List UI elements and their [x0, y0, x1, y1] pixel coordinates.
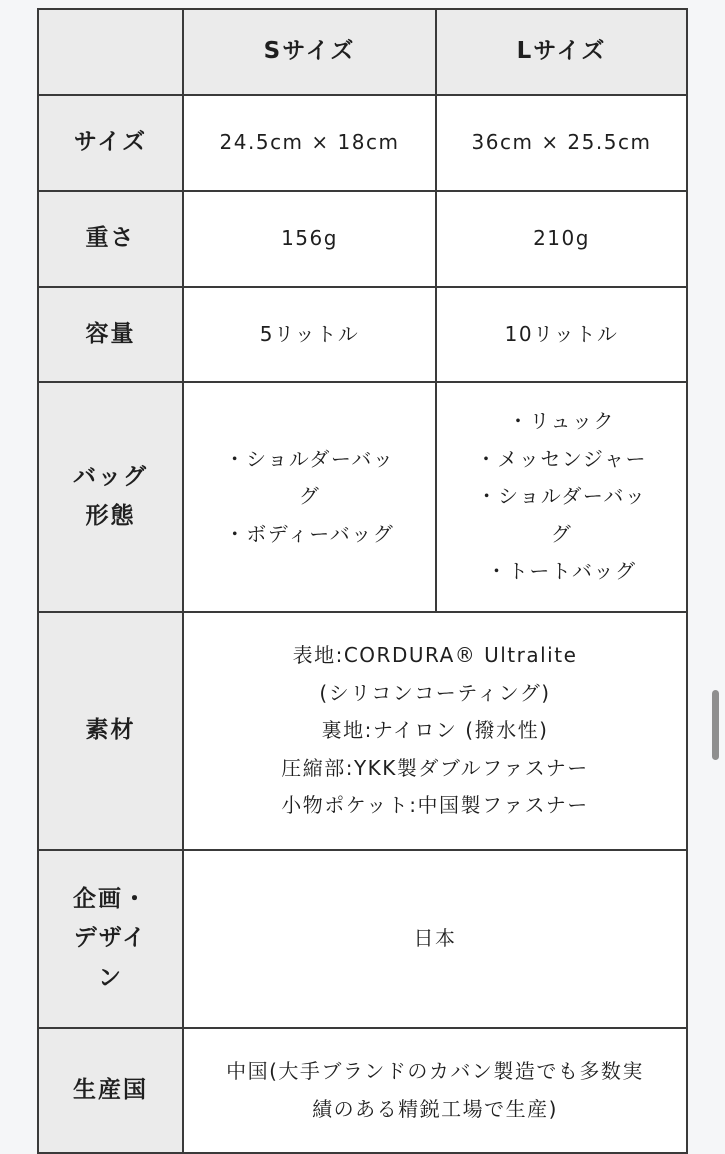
list-item: ・ショルダーバッグ	[224, 446, 395, 509]
list-item: ・ショルダーバッグ	[476, 484, 647, 546]
cell-size-s: 24.5cm × 18cm	[183, 95, 436, 191]
material-line: 圧縮部:YKK製ダブルファスナー	[281, 755, 589, 780]
material-line: 表地:CORDURA® Ultralite	[292, 643, 578, 668]
column-header-s-size: Sサイズ	[183, 9, 436, 95]
cell-design: 日本	[183, 850, 687, 1028]
row-label-bag-form: バッグ形態	[38, 382, 183, 612]
row-label-origin: 生産国	[38, 1028, 183, 1153]
column-header-l-size: Lサイズ	[436, 9, 687, 95]
material-line: 小物ポケット:中国製ファスナー	[281, 793, 589, 818]
list-item: ・メッセンジャー	[475, 446, 648, 471]
cell-origin: 中国(大手ブランドのカバン製造でも多数実績のある精鋭工場で生産)	[183, 1028, 687, 1153]
table-row	[38, 850, 687, 1028]
row-label-size: サイズ	[38, 95, 183, 191]
product-spec-table	[37, 8, 688, 1154]
table-row	[38, 1028, 687, 1153]
cell-weight-l: 210g	[436, 191, 687, 287]
table-row	[38, 95, 687, 191]
list-item: ・トートバッグ	[486, 559, 637, 584]
material-line: (シリコンコーティング)	[319, 680, 551, 705]
cell-bag-form-l	[436, 382, 687, 612]
cell-bag-form-s	[183, 382, 436, 612]
cell-weight-s: 156g	[183, 191, 436, 287]
row-label-capacity: 容量	[38, 287, 183, 382]
scrollbar-thumb[interactable]	[712, 690, 719, 760]
table-row	[38, 612, 687, 850]
table-header-row	[38, 9, 687, 95]
material-line: 裏地:ナイロン (撥水性)	[321, 718, 549, 743]
table-row	[38, 287, 687, 382]
list-item: ・ボディーバッグ	[224, 521, 395, 546]
cell-capacity-s: 5リットル	[183, 287, 436, 382]
table-row	[38, 382, 687, 612]
row-label-design: 企画・デザイン	[38, 850, 183, 1028]
row-label-material: 素材	[38, 612, 183, 850]
row-label-weight: 重さ	[38, 191, 183, 287]
list-item: ・リュック	[508, 409, 615, 434]
cell-size-l: 36cm × 25.5cm	[436, 95, 687, 191]
cell-material	[183, 612, 687, 850]
cell-capacity-l: 10リットル	[436, 287, 687, 382]
corner-cell	[38, 9, 183, 95]
table-row	[38, 191, 687, 287]
